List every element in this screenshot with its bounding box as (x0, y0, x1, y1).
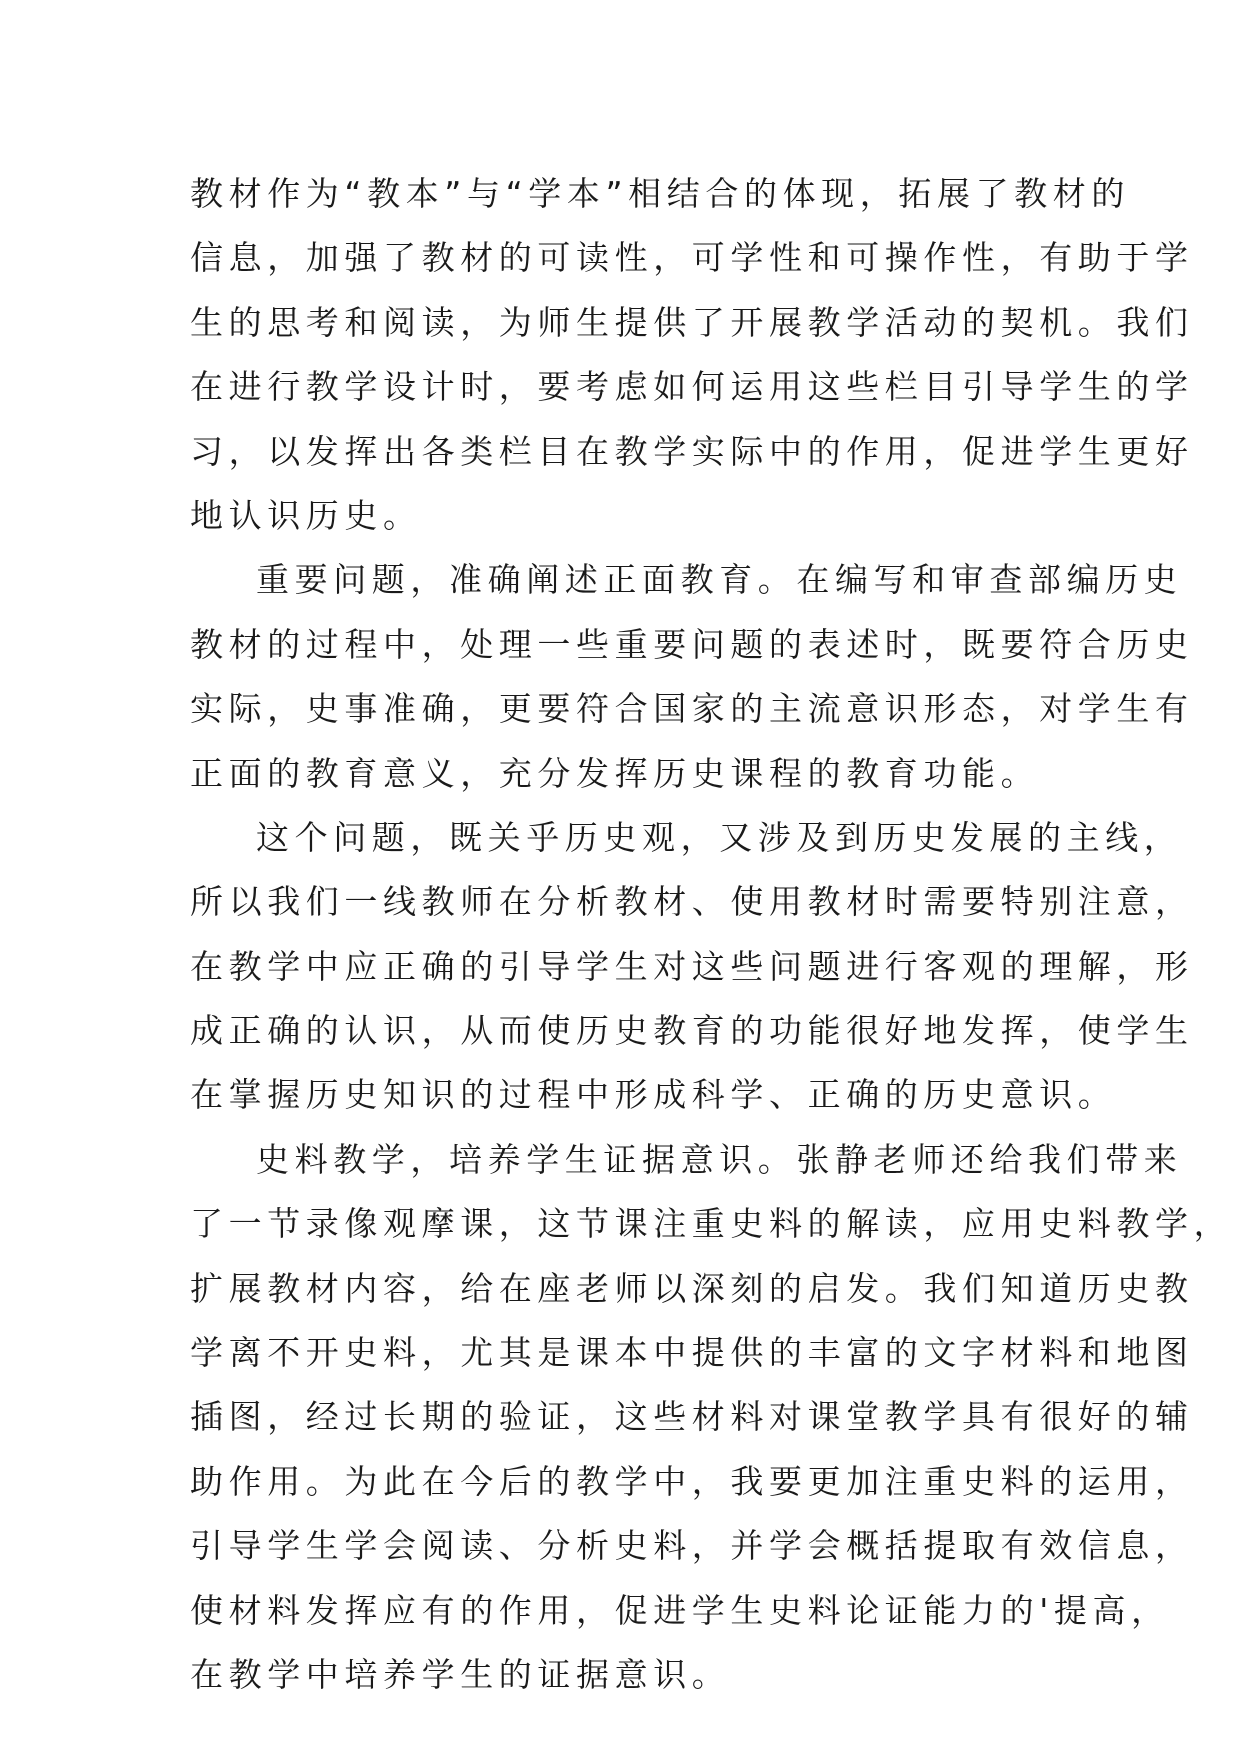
text-line: 了一节录像观摩课，这节课注重史料的解读，应用史料教学， (190, 1204, 1233, 1244)
text-line: 生的思考和阅读，为师生提供了开展教学活动的契机。我们 (190, 302, 1194, 342)
text-line: 扩展教材内容，给在座老师以深刻的启发。我们知道历史教 (190, 1268, 1194, 1308)
text-line: 实际，史事准确，更要符合国家的主流意识形态，对学生有 (190, 689, 1194, 729)
paragraph-first-line: 重要问题，准确阐述正面教育。在编写和审查部编历史 (256, 560, 1183, 600)
text-line: 插图，经过长期的验证，这些材料对课堂教学具有很好的辅 (190, 1397, 1194, 1437)
text-line: 教材作为“教本”与“学本”相结合的体现，拓展了教材的 (190, 174, 1130, 213)
document-body (190, 162, 1233, 1707)
text-line: 成正确的认识，从而使历史教育的功能很好地发挥，使学生 (190, 1011, 1194, 1051)
text-line: 在掌握历史知识的过程中形成科学、正确的历史意识。 (190, 1075, 1117, 1115)
paragraph-first-line: 史料教学，培养学生证据意识。张静老师还给我们带来 (256, 1139, 1183, 1179)
paragraph-first-line: 这个问题，既关乎历史观，又涉及到历史发展的主线， (256, 817, 1183, 857)
text-line: 在进行教学设计时，要考虑如何运用这些栏目引导学生的学 (190, 367, 1194, 407)
text-line: 地认识历史。 (190, 495, 422, 535)
text-line: 所以我们一线教师在分析教材、使用教材时需要特别注意， (190, 882, 1194, 922)
text-line: 学离不开史料，尤其是课本中提供的丰富的文字材料和地图 (190, 1333, 1194, 1373)
text-line: 在教学中应正确的引导学生对这些问题进行客观的理解，形 (190, 946, 1194, 986)
text-line: 教材的过程中，处理一些重要问题的表述时，既要符合历史 (190, 624, 1194, 664)
text-line: 正面的教育意义，充分发挥历史课程的教育功能。 (190, 753, 1040, 793)
text-line: 信息，加强了教材的可读性，可学性和可操作性，有助于学 (190, 238, 1194, 278)
text-line: 助作用。为此在今后的教学中，我要更加注重史料的运用， (190, 1461, 1194, 1501)
text-line: 习，以发挥出各类栏目在教学实际中的作用，促进学生更好 (190, 431, 1194, 471)
text-line: 使材料发挥应有的作用，促进学生史料论证能力的'提高， (190, 1590, 1170, 1630)
text-line: 在教学中培养学生的证据意识。 (190, 1654, 731, 1694)
text-line: 引导学生学会阅读、分析史料，并学会概括提取有效信息， (190, 1526, 1194, 1566)
